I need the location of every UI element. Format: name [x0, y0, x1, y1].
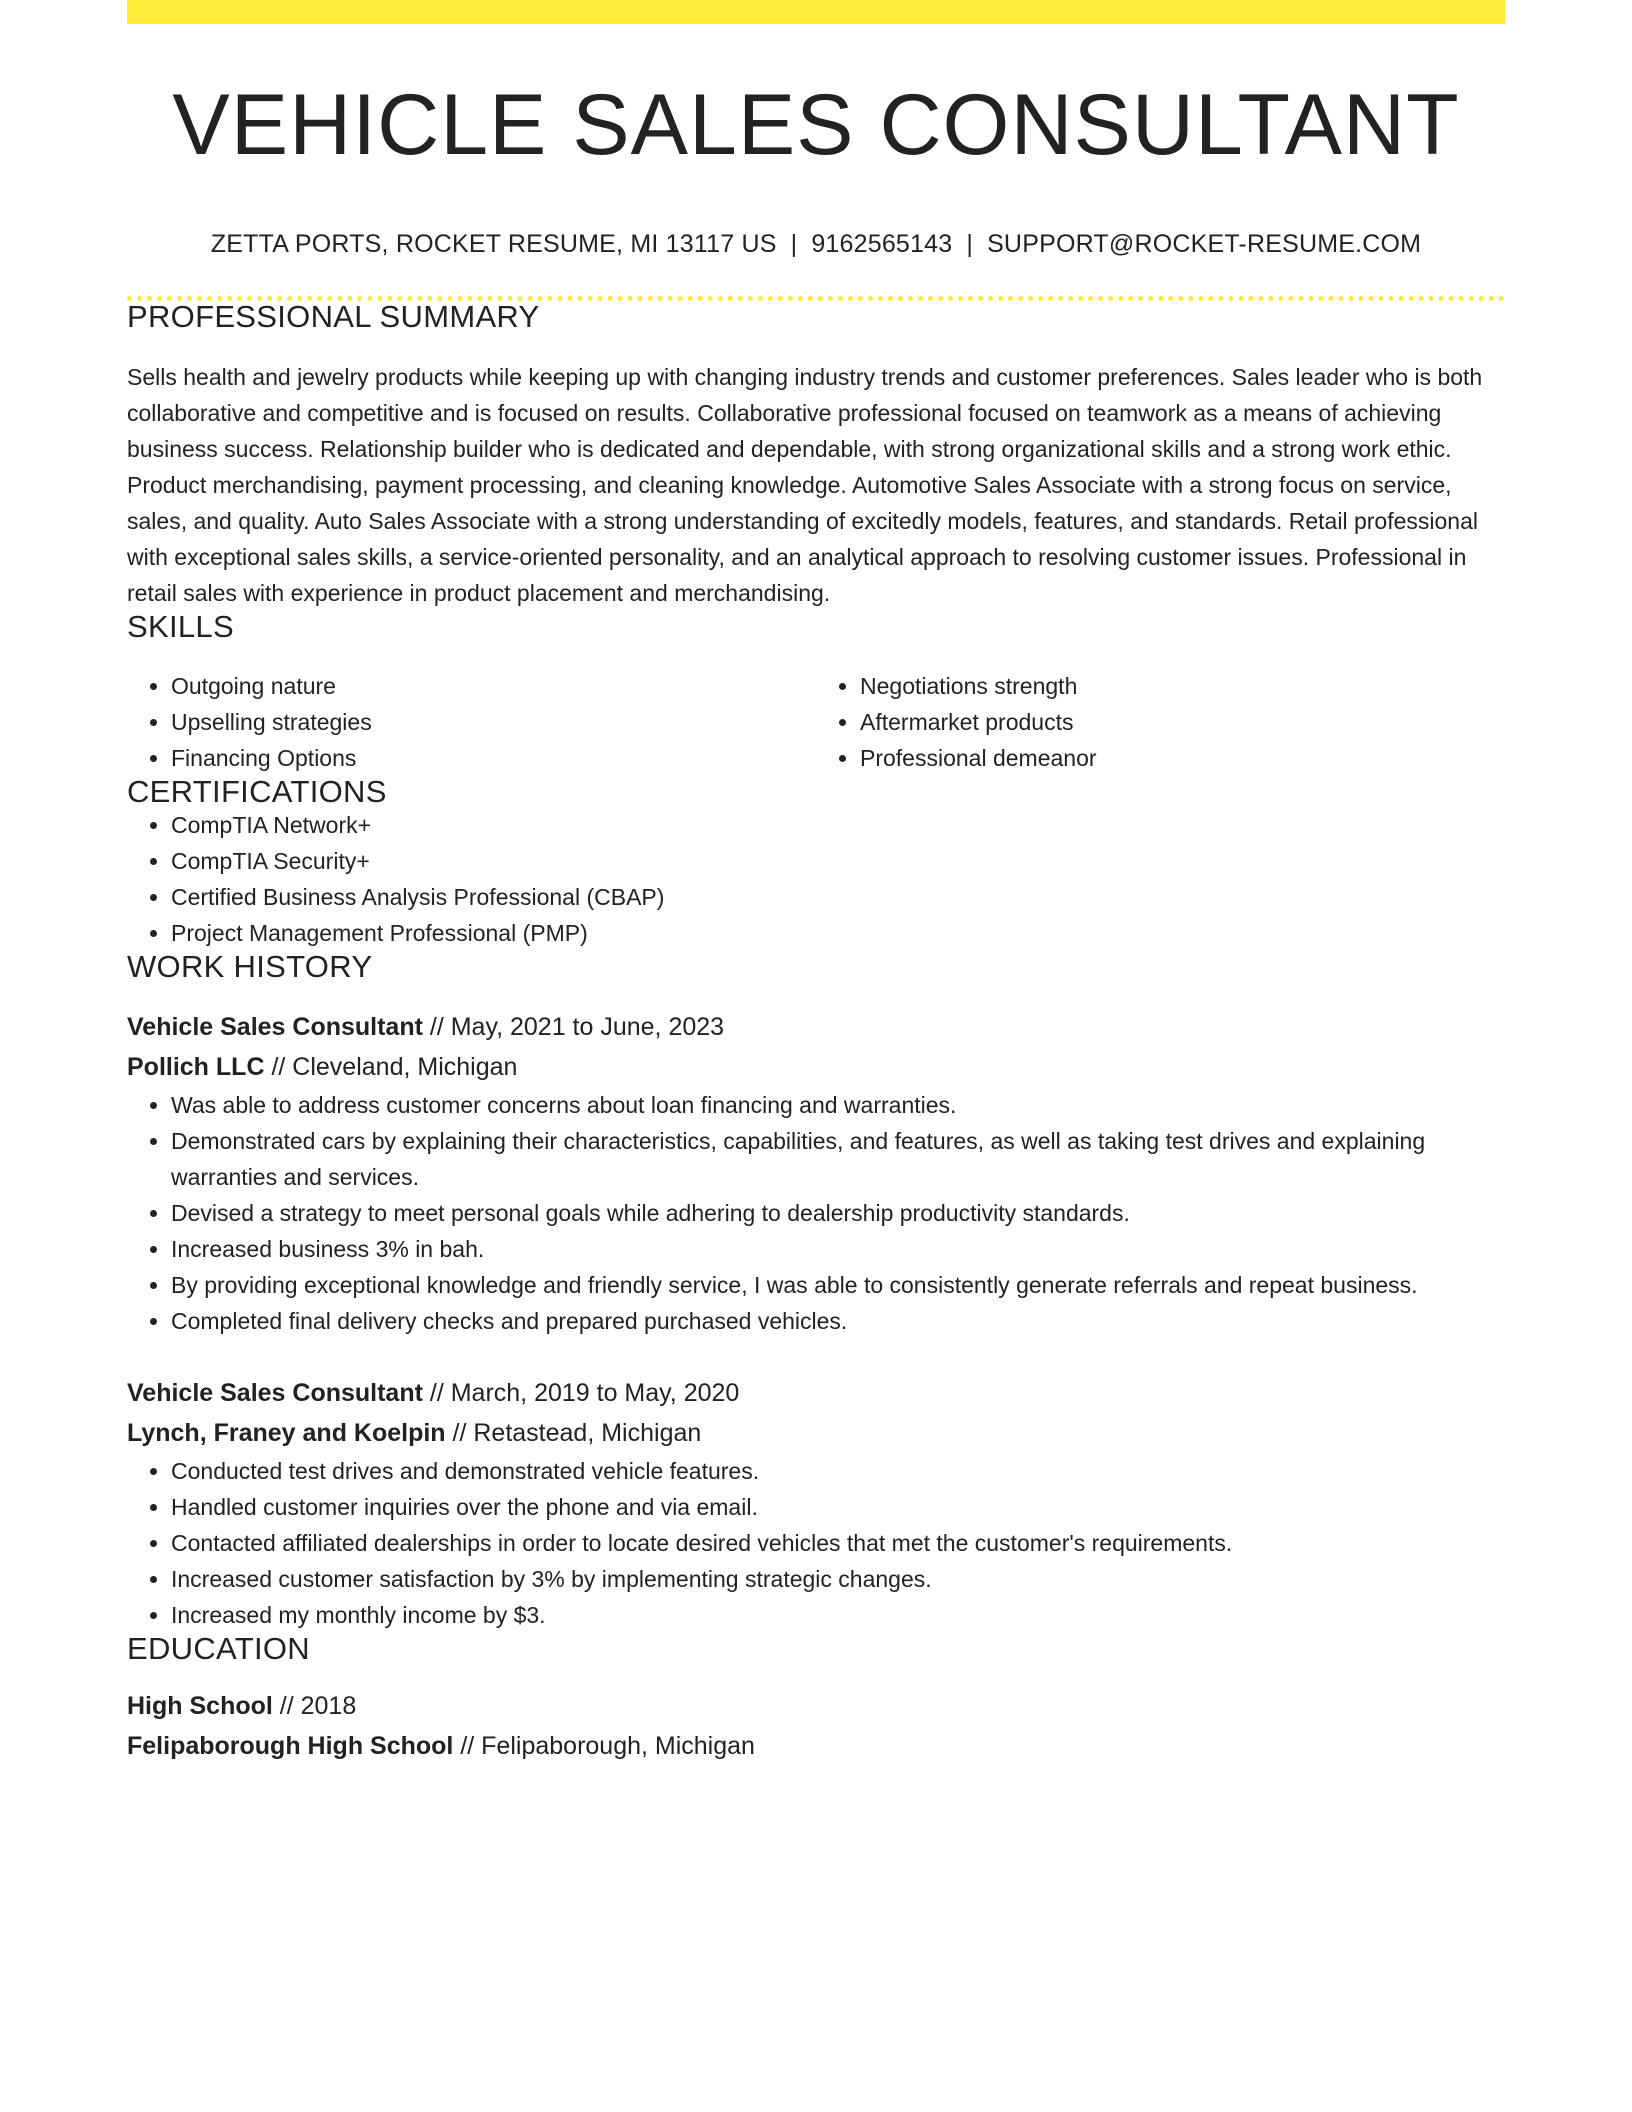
contact-line	[127, 232, 1505, 257]
resume-name: VEHICLE SALES CONSULTANT	[172, 77, 1460, 173]
skill-item: • Aftermarket products	[860, 704, 1505, 740]
certifications-list	[127, 807, 1505, 951]
skills-heading: SKILLS	[127, 609, 234, 644]
education-location: // Felipaborough, Michigan	[460, 1732, 755, 1760]
skills-grid	[127, 668, 1505, 776]
job-bullet: • Increased business 3% in bah.	[171, 1231, 1505, 1267]
top-accent-bar	[127, 0, 1505, 24]
skill-item: • Professional demeanor	[860, 740, 1505, 776]
contact-separator: |	[790, 230, 798, 258]
summary-text: Sells health and jewelry products while keeping up with changing industry trends and customer preferences. Sales leader who is both collaborative and competitive and is focused on results. Collaborative professional focused on teamwork as a means of achieving business success. Relationship builder who is dedicated and dependable, with strong organizational skills and a strong work ethic. Product merchandising, payment processing, and cleaning knowledge. Automotive Sales Associate with a strong focus on service, sales, and quality. Auto Sales Associate with a strong understanding of excitedly models, features, and standards. Retail professional with exceptional sales skills, a service-oriented personality, and an analytical approach to resolving customer issues. Professional in retail sales with experience in product placement and merchandising.	[127, 364, 1483, 606]
education-entry	[127, 1686, 1505, 1766]
job-title-line	[127, 1007, 1505, 1047]
job-bullet: • Was able to address customer concerns about loan financing and warranties.	[171, 1087, 1505, 1123]
contact-address: ZETTA PORTS, ROCKET RESUME, MI 13117 US	[210, 230, 777, 258]
job-company-line	[127, 1413, 1505, 1453]
job-bullet: • Devised a strategy to meet personal goals while adhering to dealership productivity standards.	[171, 1195, 1505, 1231]
certification-item: • Certified Business Analysis Professional (CBAP)	[171, 879, 1505, 915]
certification-item: • CompTIA Network+	[171, 807, 1505, 843]
contact-email: SUPPORT@ROCKET-RESUME.COM	[987, 230, 1422, 258]
certification-item: • Project Management Professional (PMP)	[171, 915, 1505, 951]
skill-item: • Negotiations strength	[860, 668, 1505, 704]
skills-right-list	[816, 668, 1505, 776]
job-bullet: • By providing exceptional knowledge and friendly service, I was able to consistently generate referrals and repeat business.	[171, 1267, 1505, 1303]
job-company: Lynch, Franey and Koelpin	[127, 1419, 446, 1447]
certification-item: • CompTIA Security+	[171, 843, 1505, 879]
job-bullet: • Contacted affiliated dealerships in order to locate desired vehicles that met the customer's requirements.	[171, 1525, 1505, 1561]
summary-heading: PROFESSIONAL SUMMARY	[127, 299, 540, 334]
education-school: Felipaborough High School	[127, 1732, 454, 1760]
job-bullets	[127, 1087, 1505, 1339]
education-heading: EDUCATION	[127, 1631, 310, 1666]
education-degree: High School	[127, 1692, 273, 1720]
education-degree-line	[127, 1686, 1505, 1726]
skills-left-list	[127, 668, 816, 776]
certifications-heading: CERTIFICATIONS	[127, 774, 387, 809]
job-bullet: • Conducted test drives and demonstrated vehicle features.	[171, 1453, 1505, 1489]
skill-item: • Upselling strategies	[171, 704, 816, 740]
education-year: // 2018	[279, 1692, 357, 1720]
job-title-line	[127, 1373, 1505, 1413]
work-history-heading: WORK HISTORY	[127, 949, 373, 984]
skill-item: • Outgoing nature	[171, 668, 816, 704]
job-bullet: • Increased my monthly income by $3.	[171, 1597, 1505, 1633]
education-school-line	[127, 1726, 1505, 1766]
job-bullet: • Increased customer satisfaction by 3% by implementing strategic changes.	[171, 1561, 1505, 1597]
job-bullet: • Demonstrated cars by explaining their characteristics, capabilities, and features, as well as taking test drives and explaining warranties and services.	[171, 1123, 1505, 1195]
skill-item: • Financing Options	[171, 740, 816, 776]
contact-separator: |	[966, 230, 974, 258]
job-role: Vehicle Sales Consultant	[127, 1013, 423, 1041]
job-company: Pollich LLC	[127, 1053, 265, 1081]
job-bullet: • Completed final delivery checks and prepared purchased vehicles.	[171, 1303, 1505, 1339]
job-bullets	[127, 1453, 1505, 1633]
job-location: // Retastead, Michigan	[452, 1419, 702, 1447]
job-company-line	[127, 1047, 1505, 1087]
job-role: Vehicle Sales Consultant	[127, 1379, 423, 1407]
job-dates: // May, 2021 to June, 2023	[429, 1013, 725, 1041]
job-entry	[127, 1007, 1505, 1339]
job-entry	[127, 1373, 1505, 1633]
job-bullet: • Handled customer inquiries over the phone and via email.	[171, 1489, 1505, 1525]
job-dates: // March, 2019 to May, 2020	[429, 1379, 740, 1407]
job-location: // Cleveland, Michigan	[271, 1053, 518, 1081]
contact-phone: 9162565143	[811, 230, 953, 258]
resume-page	[127, 0, 1505, 1766]
